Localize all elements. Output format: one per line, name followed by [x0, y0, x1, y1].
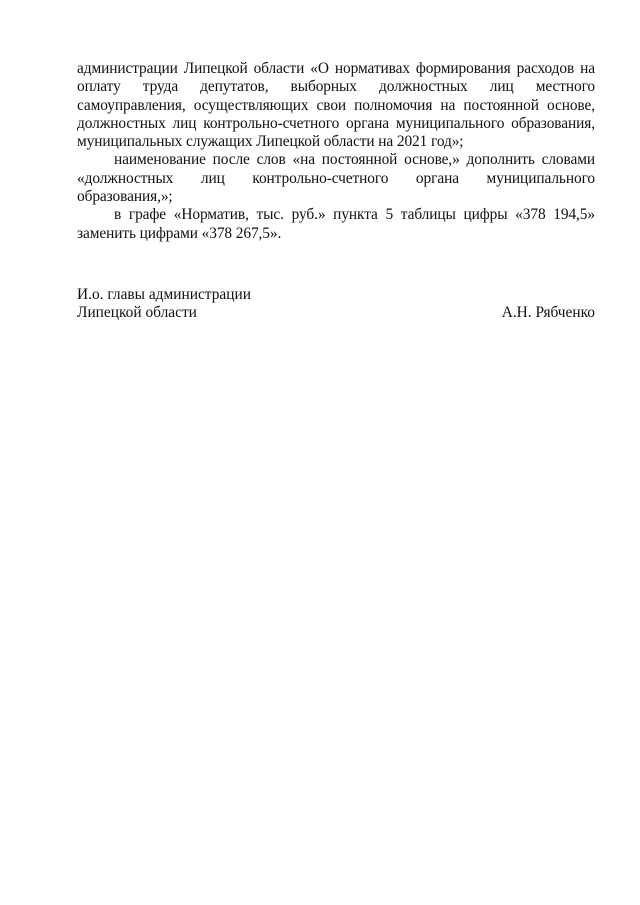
- signature-title-line-1: [77, 286, 595, 304]
- signature-title-line-2: [77, 304, 595, 322]
- signer-name: А.Н. Рябченко: [501, 304, 595, 322]
- paragraph-continuation: администрации Липецкой области «О нормативах формирования расходов на оплату труда депутатов, выборных должностных лиц местного самоуправления, осуществляющих свои полномочия на постоянной основе, должностных лиц контрольно-счетного органа муниципального образования, муниципальных служащих Липецкой области на 2021 год»;: [77, 60, 595, 151]
- signature-block: [77, 286, 595, 323]
- paragraph-name-amendment: наименование после слов «на постоянной основе,» дополнить словами «должностных лиц контрольно-счетного органа муниципального образования,»;: [77, 151, 595, 206]
- document-body: [77, 60, 595, 243]
- paragraph-table-amendment: в графе «Норматив, тыс. руб.» пункта 5 таблицы цифры «378 194,5» заменить цифрами «378 267,5».: [77, 206, 595, 242]
- signer-region: Липецкой области: [77, 304, 197, 322]
- signer-position: И.о. главы администрации: [77, 286, 251, 303]
